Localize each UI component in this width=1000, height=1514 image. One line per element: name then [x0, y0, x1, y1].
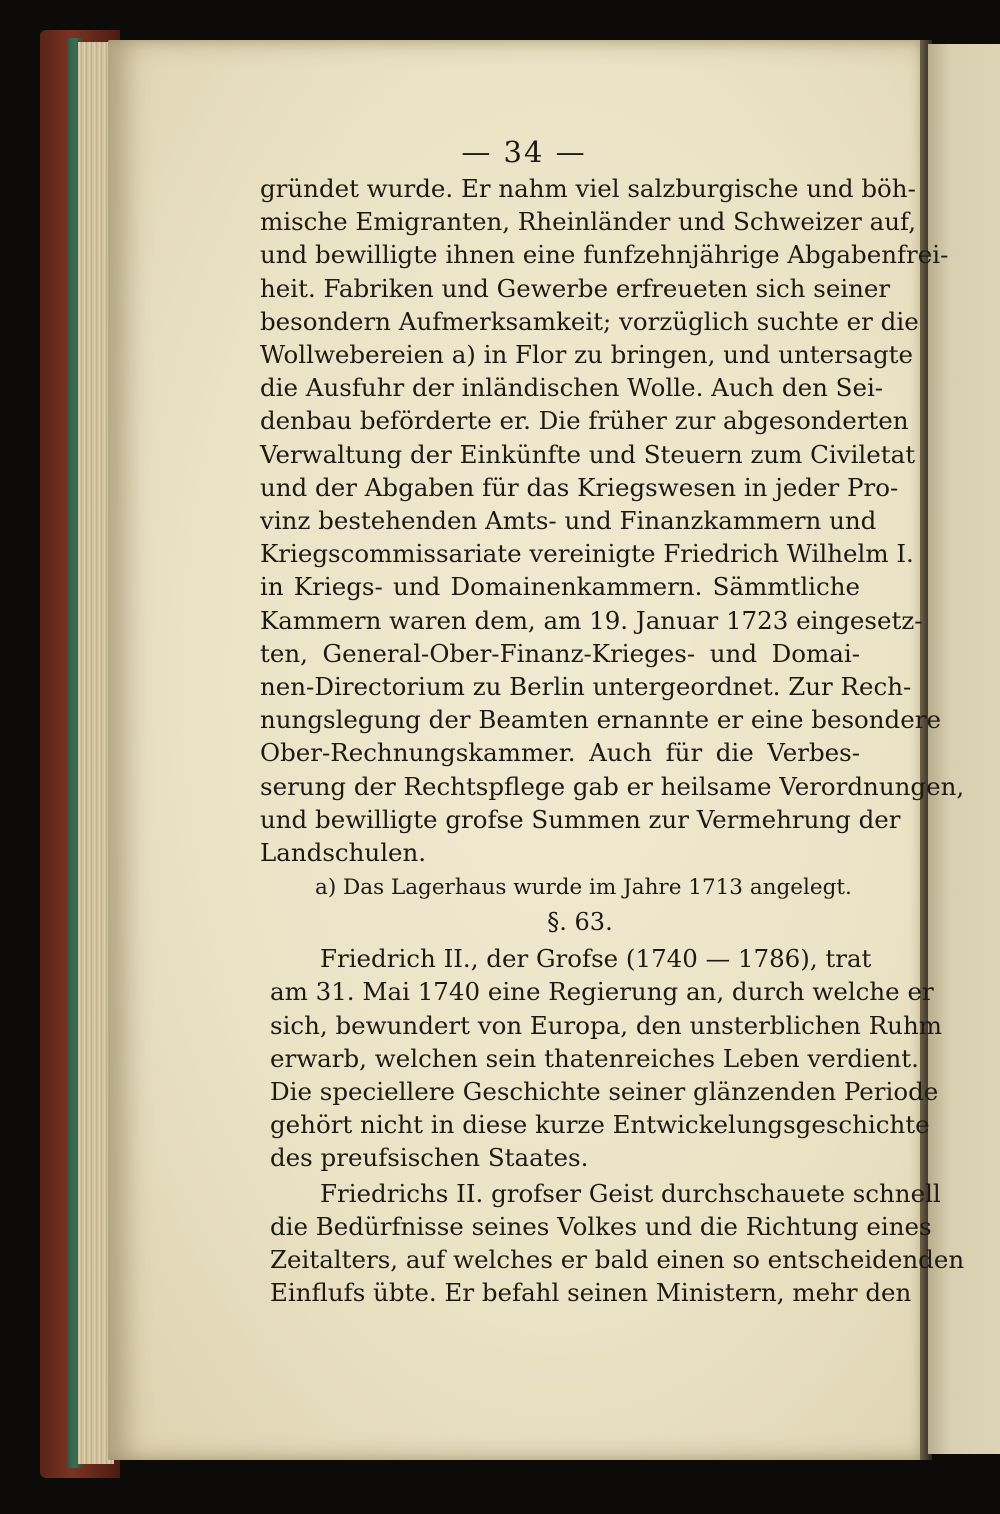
text-line: Landschulen.	[260, 838, 427, 868]
text-line: nungslegung der Beamten ernannte er eine besondere	[260, 705, 941, 735]
paragraph-3	[150, 1177, 965, 1310]
text-line: sich, bewundert von Europa, den unsterblichen Ruhm	[270, 1010, 942, 1040]
footnote: a) Das Lagerhaus wurde im Jahre 1713 angelegt.	[315, 875, 852, 901]
page-number: — 34 —	[461, 135, 587, 169]
text-line: besondern Aufmerksamkeit; vorzüglich suchte er die	[260, 306, 919, 336]
text-line: Ober-Rechnungskammer. Auch für die Verbes-	[260, 738, 860, 768]
text-line: und der Abgaben für das Kriegswesen in jeder Pro-	[260, 472, 899, 502]
text-line: des preufsischen Staates.	[270, 1143, 589, 1173]
text-line: in Kriegs- und Domainenkammern. Sämmtliche	[260, 572, 860, 602]
section-heading: §. 63.	[547, 908, 613, 937]
text-line: heit. Fabriken und Gewerbe erfreueten sich seiner	[260, 273, 891, 303]
text-line: mische Emigranten, Rheinländer und Schweizer auf,	[260, 207, 916, 237]
text-line: Die speciellere Geschichte seiner glänzenden Periode	[270, 1077, 939, 1107]
text-line: vinz bestehenden Amts- und Finanzkammern und	[260, 506, 877, 536]
text-line: denbau beförderte er. Die früher zur abgesonderten	[260, 406, 909, 436]
text-line: Wollwebereien a) in Flor zu bringen, und untersagte	[260, 340, 914, 370]
paragraph-2	[150, 942, 942, 1174]
text-line: erwarb, welchen sein thatenreiches Leben verdient.	[270, 1043, 919, 1073]
text-line: ten, General-Ober-Finanz-Krieges- und Domai-	[260, 638, 860, 668]
text-line: Kammern waren dem, am 19. Januar 1723 eingesetz-	[260, 605, 923, 635]
text-line: Zeitalters, auf welches er bald einen so entscheidenden	[270, 1245, 965, 1275]
text-line: Friedrichs II. grofser Geist durchschauete schnell	[320, 1178, 941, 1208]
text-line: gründet wurde. Er nahm viel salzburgische und böh-	[260, 174, 916, 203]
text-line: gehört nicht in diese kurze Entwickelungsgeschichte	[270, 1110, 930, 1140]
text-line: Verwaltung der Einkünfte und Steuern zum Civiletat	[260, 439, 916, 469]
text-line: Einflufs übte. Er befahl seinen Ministern, mehr den	[270, 1278, 912, 1308]
text-line: die Bedürfnisse seines Volkes und die Richtung eines	[270, 1211, 932, 1241]
text-line: und bewilligte ihnen eine funfzehnjährige Abgabenfrei-	[260, 240, 949, 270]
text-line: und bewilligte grofse Summen zur Vermehrung der	[260, 804, 901, 834]
text-line: Kriegscommissariate vereinigte Friedrich Wilhelm I.	[260, 539, 914, 569]
text-line: serung der Rechtspflege gab er heilsame Verordnungen,	[260, 771, 965, 801]
text-line: Friedrich II., der Grofse (1740 — 1786), trat	[320, 944, 872, 974]
paragraph-1	[150, 172, 965, 869]
text-line: die Ausfuhr der inländischen Wolle. Auch den Sei-	[260, 373, 884, 403]
text-line: am 31. Mai 1740 eine Regierung an, durch welche er	[270, 977, 934, 1007]
text-line: nen-Directorium zu Berlin untergeordnet. Zur Rech-	[260, 672, 912, 702]
page-text	[150, 132, 965, 1310]
